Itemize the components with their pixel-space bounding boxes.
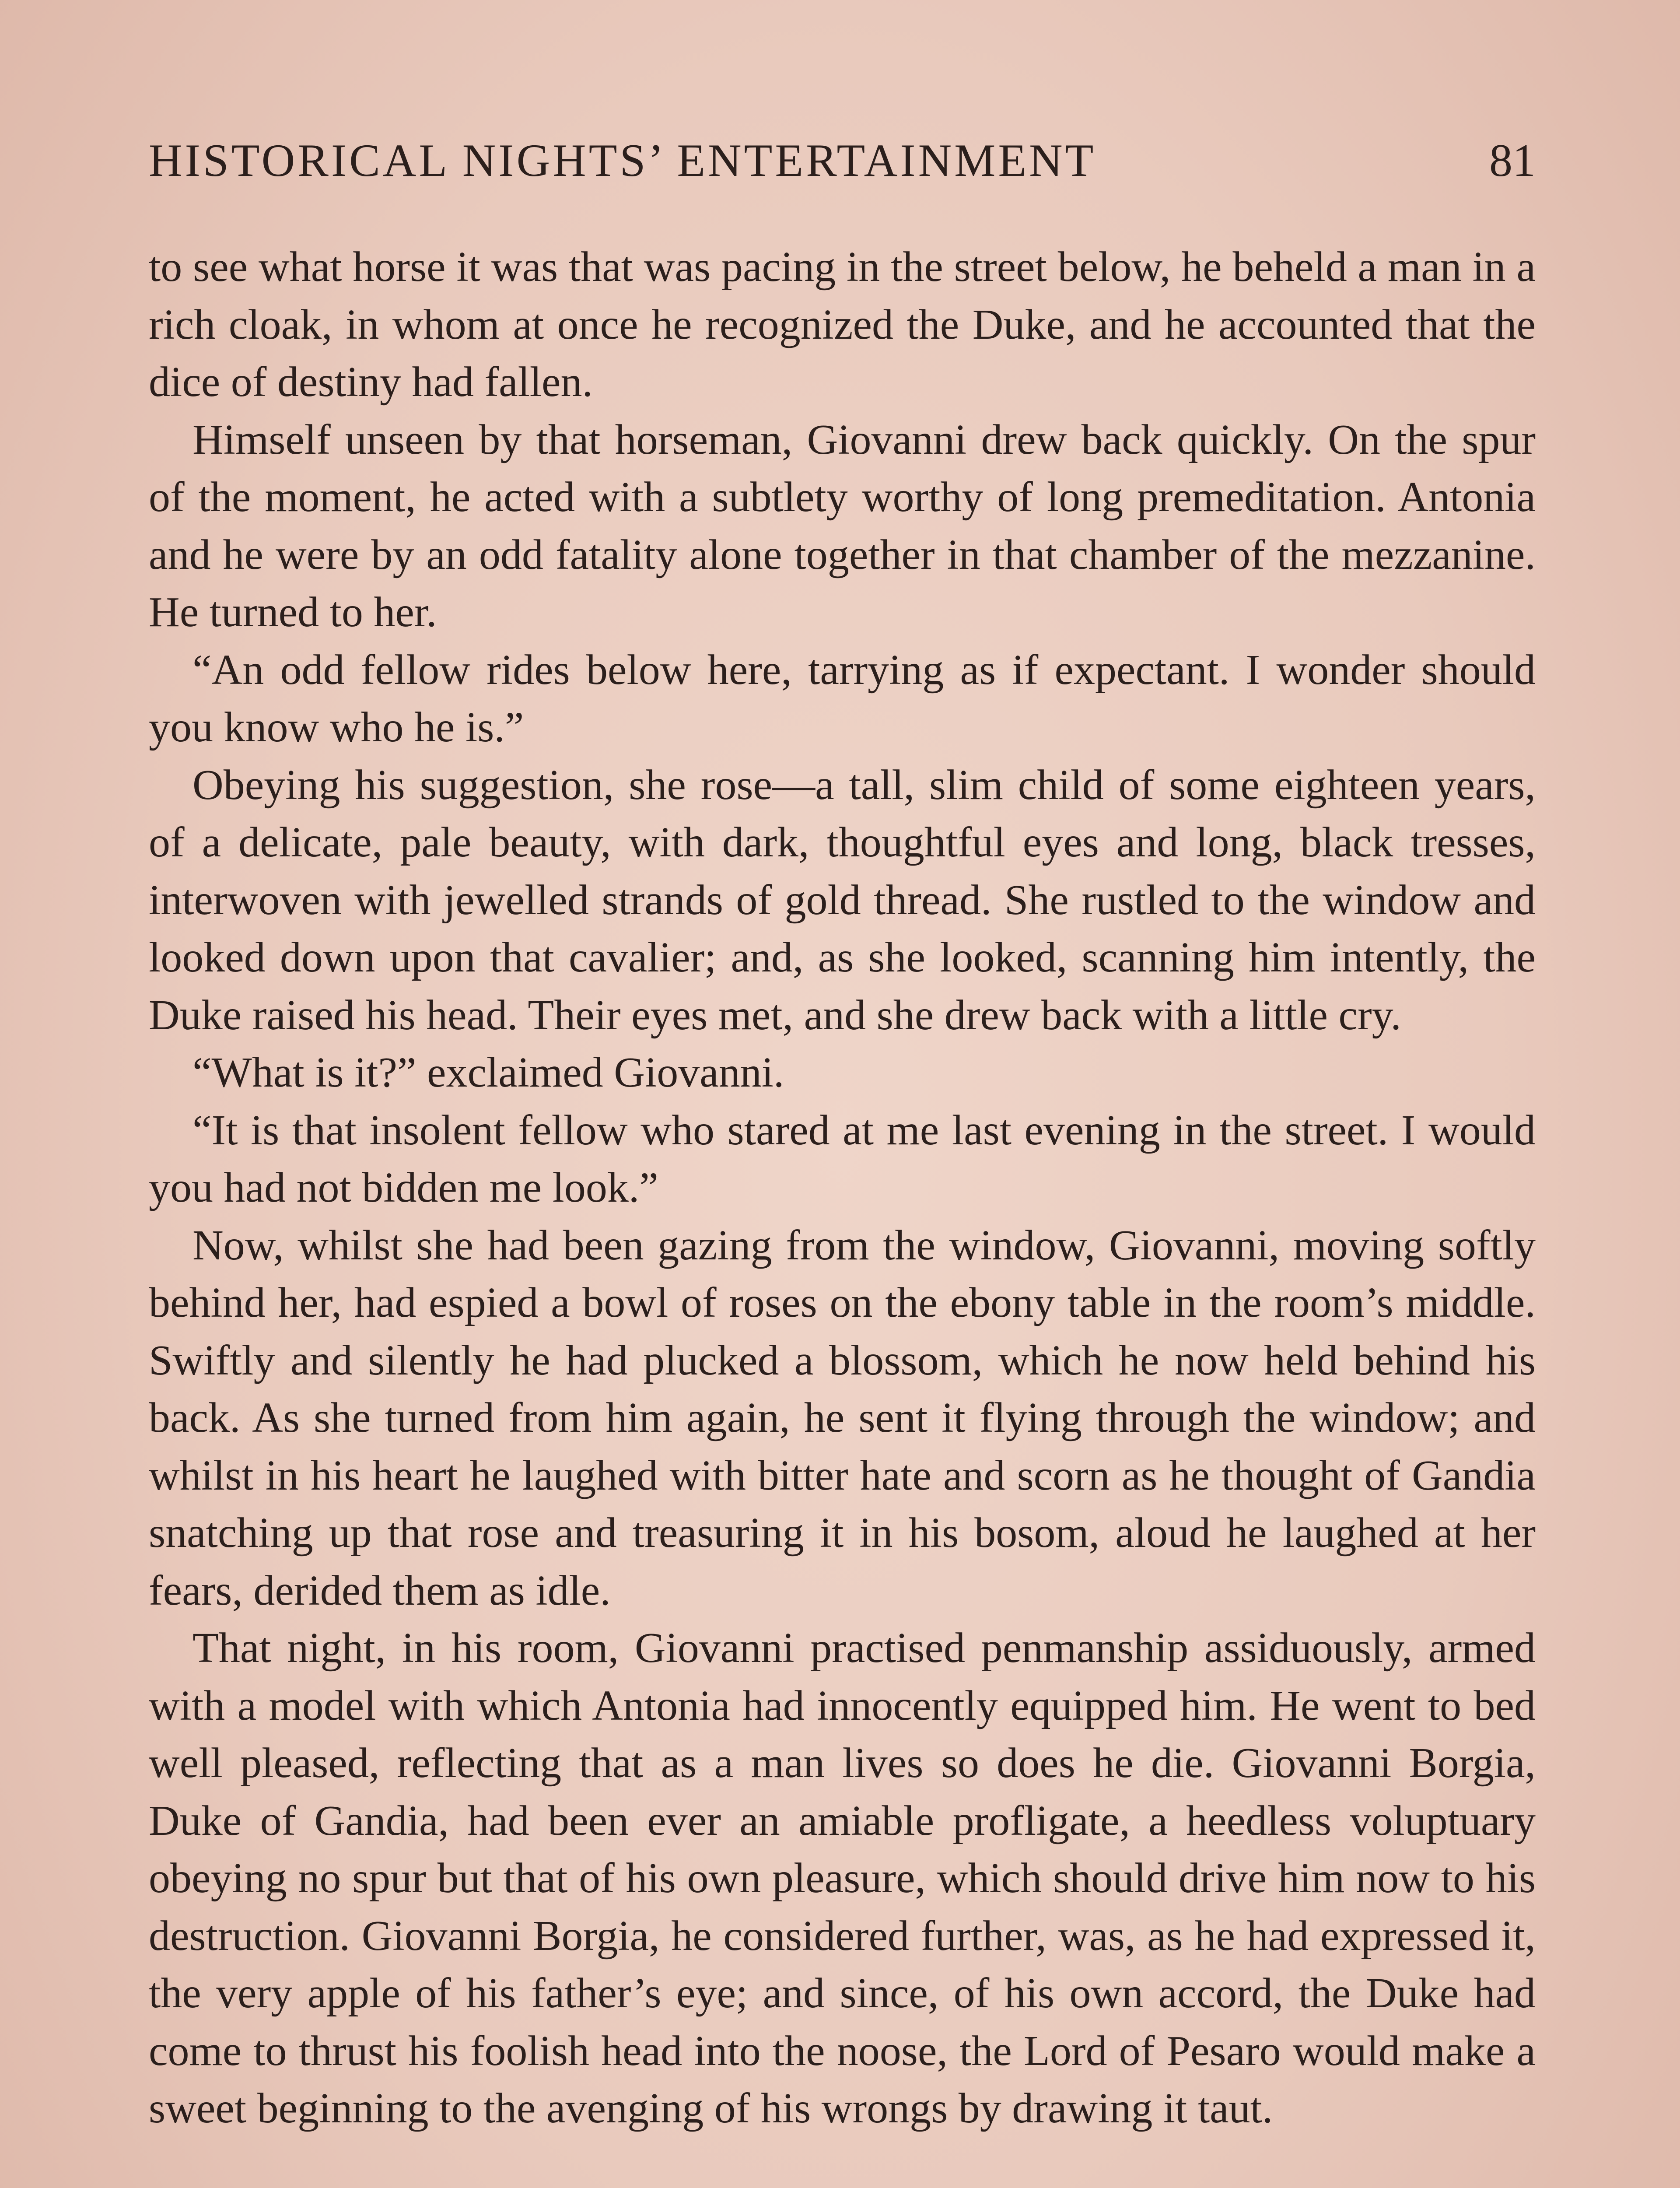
paragraph: “It is that insolent fellow who stared at me last evening in the street. I would you had not bidden me look.” bbox=[149, 1106, 1536, 1211]
body-text bbox=[149, 238, 1536, 2138]
running-head: HISTORICAL NIGHTS’ ENTERTAINMENT bbox=[149, 135, 1096, 186]
paragraph: Obeying his suggestion, she rose—a tall, slim child of some eighteen years, of a delicate, pale beauty, with dark, thoughtful eyes and long, black tresses, interwoven with jewelled strands of gold thread. She rustled to the window and looked down upon that cavalier; and, as she looked, scanning him intently, the Duke raised his head. Their eyes met, and she drew back with a little cry. bbox=[149, 761, 1536, 1039]
paragraph: That night, in his room, Giovanni practised penmanship assiduously, armed with a model with which Antonia had innocently equipped him. He went to bed well pleased, reflecting that as a man lives so does he die. Giovanni Borgia, Duke of Gandia, had been ever an amiable profligate, a heedless voluptuary obeying no spur but that of his own pleasure, which should drive him now to his destruction. Giovanni Borgia, he considered further, was, as he had expressed it, the very apple of his father’s eye; and since, of his own accord, the Duke had come to thrust his foolish head into the noose, the Lord of Pesaro would make a sweet beginning to the avenging of his wrongs by drawing it taut. bbox=[149, 1624, 1536, 2132]
page-header bbox=[149, 128, 1536, 193]
paragraph: “An odd fellow rides below here, tarrying as if expectant. I wonder should you know who he is.” bbox=[149, 646, 1536, 751]
paragraph: Himself unseen by that horseman, Giovanni drew back quickly. On the spur of the moment, he acted with a subtlety worthy of long premeditation. Antonia and he were by an odd fatality alone together in that chamber of the mezzanine. He turned to her. bbox=[149, 416, 1536, 636]
page-number: 81 bbox=[1489, 135, 1536, 186]
paragraph: “What is it?” exclaimed Giovanni. bbox=[192, 1049, 784, 1096]
paragraph: to see what horse it was that was pacing in the street below, he beheld a man in a rich cloak, in whom at once he recognized the Duke, and he accounted that the dice of destiny had fallen. bbox=[149, 243, 1536, 406]
paragraph: Now, whilst she had been gazing from the window, Giovanni, moving softly behind her, had espied a bowl of roses on the ebony table in the room’s middle. Swiftly and silently he had plucked a blossom, which he now held behind his back. As she turned from him again, he sent it flying through the window; and whilst in his heart he laughed with bitter hate and scorn as he thought of Gandia snatching up that rose and treasuring it in his bosom, aloud he laughed at her fears, derided them as idle. bbox=[149, 1221, 1536, 1614]
